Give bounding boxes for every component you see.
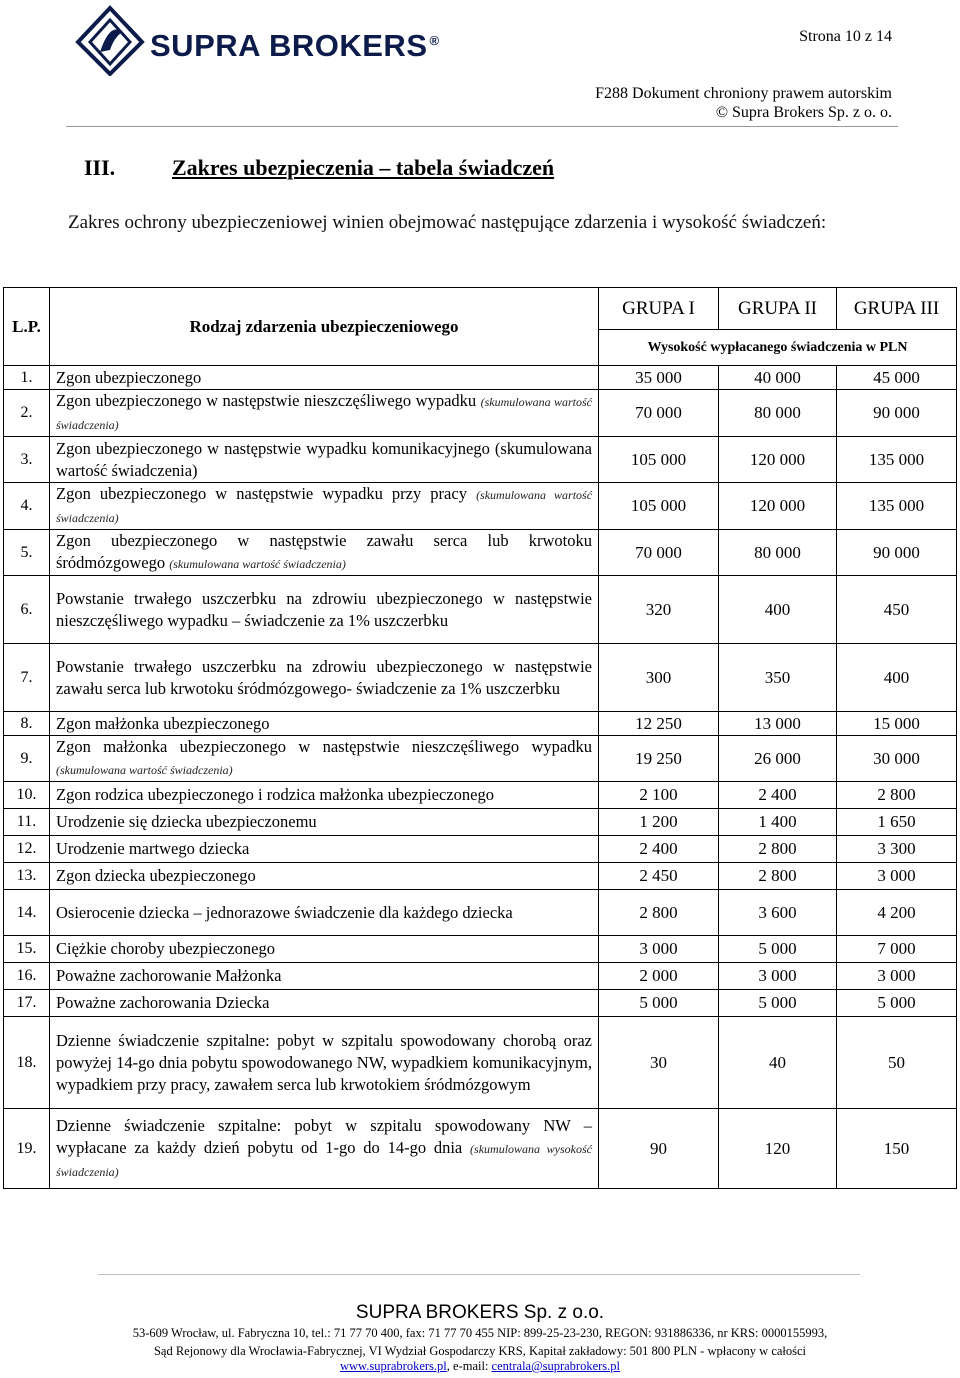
row-number: 7. <box>4 644 50 712</box>
event-description <box>50 963 599 990</box>
table-row <box>4 366 957 390</box>
footer-address-line: 53-609 Wrocław, ul. Fabryczna 10, tel.: 71 77 70 400, fax: 71 77 70 455 NIP: 899-25-23-230, REGON: 931886336, nr KRS: 0000155993, <box>132 1326 828 1340</box>
group-1-amount: 2 400 <box>599 836 719 863</box>
footer-divider <box>98 1274 860 1275</box>
row-number: 12. <box>4 836 50 863</box>
table-row <box>4 390 957 437</box>
table-row <box>4 712 957 736</box>
event-text: Zgon ubezpieczonego w następstwie wypadku przy pracy <box>56 484 467 503</box>
group-2-amount: 5 000 <box>719 936 837 963</box>
event-text: Dzienne świadczenie szpitalne: pobyt w szpitalu spowodowany chorobą oraz powyżej 14-go dnia pobytu spowodowanego NW, wypadkiem komunikacyjnym, wypadkiem przy pracy, zawałem serca lub krwotokiem śródmózgowym <box>56 1030 592 1094</box>
group-1-amount: 35 000 <box>599 366 719 390</box>
group-2-amount: 26 000 <box>719 736 837 782</box>
group-1-amount: 2 100 <box>599 782 719 809</box>
table-row <box>4 1109 957 1189</box>
row-number: 5. <box>4 530 50 576</box>
table-row <box>4 809 957 836</box>
section-title: Zakres ubezpieczenia – tabela świadczeń <box>172 155 555 180</box>
group-1-amount: 105 000 <box>599 483 719 530</box>
event-note: (skumulowana wysokość świadczenia) <box>56 1141 592 1179</box>
group-3-amount: 15 000 <box>837 712 957 736</box>
group-1-amount: 105 000 <box>599 437 719 483</box>
group-1-amount: 90 <box>599 1109 719 1189</box>
group-1-amount: 320 <box>599 576 719 644</box>
group-2-amount: 2 800 <box>719 836 837 863</box>
header-divider <box>66 126 898 127</box>
event-text: Zgon ubezpieczonego w następstwie nieszczęśliwego wypadku <box>56 391 477 410</box>
group-3-amount: 150 <box>837 1109 957 1189</box>
group-1-amount: 1 200 <box>599 809 719 836</box>
group-2-amount: 13 000 <box>719 712 837 736</box>
event-description <box>50 576 599 644</box>
event-note: (skumulowana wartość świadczenia) <box>56 763 233 777</box>
group-2-amount: 120 000 <box>719 483 837 530</box>
event-description <box>50 712 599 736</box>
event-description <box>50 437 599 483</box>
table-row <box>4 963 957 990</box>
row-number: 13. <box>4 863 50 890</box>
benefits-table <box>3 287 957 1189</box>
group-3-amount: 2 800 <box>837 782 957 809</box>
email-link[interactable]: centrala@suprabrokers.pl <box>491 1359 621 1373</box>
event-text: Ciężkie choroby ubezpieczonego <box>56 939 275 958</box>
footer-company: SUPRA BROKERS Sp. z o.o. <box>355 1302 605 1323</box>
row-number: 17. <box>4 990 50 1017</box>
group-2-amount: 1 400 <box>719 809 837 836</box>
group-3-amount: 50 <box>837 1017 957 1109</box>
header-lp: L.P. <box>4 288 50 366</box>
group-3-amount: 3 000 <box>837 863 957 890</box>
row-number: 15. <box>4 936 50 963</box>
group-2-amount: 80 000 <box>719 530 837 576</box>
document-id: F288 Dokument chroniony prawem autorskim <box>595 85 892 102</box>
group-3-amount: 135 000 <box>837 437 957 483</box>
group-1-amount: 70 000 <box>599 530 719 576</box>
event-note: (skumulowana wartość świadczenia) <box>56 395 593 432</box>
table-row <box>4 1017 957 1109</box>
table-row <box>4 530 957 576</box>
group-1-amount: 2 450 <box>599 863 719 890</box>
event-description <box>50 530 599 576</box>
event-text: Zgon ubezpieczonego w następstwie wypadku komunikacyjnego (skumulowana wartość świadczenia) <box>56 438 592 480</box>
group-3-amount: 4 200 <box>837 890 957 936</box>
row-number: 16. <box>4 963 50 990</box>
company-logo <box>70 2 450 80</box>
event-text: Urodzenie się dziecka ubezpieczonemu <box>56 812 317 831</box>
group-1-amount: 2 800 <box>599 890 719 936</box>
event-description <box>50 890 599 936</box>
event-text: Osierocenie dziecka – jednorazowe świadczenie dla każdego dziecka <box>56 902 513 922</box>
header-group-3: GRUPA III <box>837 288 957 330</box>
group-3-amount: 3 300 <box>837 836 957 863</box>
event-description <box>50 483 599 530</box>
row-number: 4. <box>4 483 50 530</box>
group-3-amount: 45 000 <box>837 366 957 390</box>
table-row <box>4 576 957 644</box>
group-2-amount: 120 000 <box>719 437 837 483</box>
table-row <box>4 990 957 1017</box>
brand-name: SUPRA BROKERS ® <box>150 28 440 63</box>
table-row <box>4 736 957 782</box>
table-row <box>4 782 957 809</box>
group-1-amount: 5 000 <box>599 990 719 1017</box>
row-number: 3. <box>4 437 50 483</box>
event-text: Powstanie trwałego uszczerbku na zdrowiu ubezpieczonego w następstwie zawału serca lub krwotoku śródmózgowego- świadczenie za 1% uszczerbku <box>56 656 592 698</box>
event-description <box>50 936 599 963</box>
group-2-amount: 350 <box>719 644 837 712</box>
supra-brokers-logo-mark <box>70 2 160 76</box>
group-1-amount: 70 000 <box>599 390 719 437</box>
intro-paragraph: Zakres ochrony ubezpieczeniowej winien obejmować następujące zdarzenia i wysokość świadczeń: <box>68 212 827 233</box>
group-1-amount: 30 <box>599 1017 719 1109</box>
event-text: Zgon małżonka ubezpieczonego w następstwie nieszczęśliwego wypadku <box>56 737 592 756</box>
group-2-amount: 3 000 <box>719 963 837 990</box>
table-row <box>4 483 957 530</box>
event-text: Urodzenie martwego dziecka <box>56 839 250 858</box>
event-text: Zgon dziecka ubezpieczonego <box>56 866 256 885</box>
row-number: 1. <box>4 366 50 390</box>
group-2-amount: 2 400 <box>719 782 837 809</box>
event-description <box>50 809 599 836</box>
event-text: Powstanie trwałego uszczerbku na zdrowiu ubezpieczonego w następstwie nieszczęśliwego wypadku – świadczenie za 1% uszczerbku <box>56 588 592 630</box>
event-description <box>50 990 599 1017</box>
copyright-notice <box>560 84 892 122</box>
page-number: Strona 10 z 14 <box>799 28 892 45</box>
header-amount: Wysokość wypłacanego świadczenia w PLN <box>599 330 957 366</box>
table-row <box>4 644 957 712</box>
row-number: 6. <box>4 576 50 644</box>
group-2-amount: 2 800 <box>719 863 837 890</box>
footer-address <box>0 1324 960 1360</box>
group-1-amount: 3 000 <box>599 936 719 963</box>
event-text: Dzienne świadczenie szpitalne: pobyt w szpitalu spowodowany NW – wypłacane za każdy dzień pobytu od 1-go do 14-go dnia <box>56 1115 592 1157</box>
event-description <box>50 836 599 863</box>
row-number: 9. <box>4 736 50 782</box>
event-description <box>50 863 599 890</box>
table-header-row <box>4 288 957 330</box>
header-event: Rodzaj zdarzenia ubezpieczeniowego <box>50 288 599 366</box>
footer-court-line: Sąd Rejonowy dla Wrocławia-Fabrycznej, VI Wydział Gospodarczy KRS, Kapitał zakładowy: 501 800 PLN - wpłacony w całości <box>153 1344 807 1358</box>
group-2-amount: 40 000 <box>719 366 837 390</box>
event-description <box>50 782 599 809</box>
event-description <box>50 1017 599 1109</box>
event-text: Zgon ubezpieczonego w następstwie zawału serca lub krwotoku śródmózgowego <box>56 531 592 572</box>
row-number: 14. <box>4 890 50 936</box>
group-1-amount: 19 250 <box>599 736 719 782</box>
event-note: (skumulowana wartość świadczenia) <box>169 557 346 571</box>
table-row <box>4 863 957 890</box>
row-number: 2. <box>4 390 50 437</box>
copyright-line: © Supra Brokers Sp. z o. o. <box>715 104 892 121</box>
group-3-amount: 1 650 <box>837 809 957 836</box>
section-number: III. <box>84 155 116 180</box>
group-1-amount: 300 <box>599 644 719 712</box>
event-text: Zgon rodzica ubezpieczonego i rodzica małżonka ubezpieczonego <box>56 785 494 804</box>
event-description <box>50 736 599 782</box>
event-description <box>50 390 599 437</box>
group-2-amount: 3 600 <box>719 890 837 936</box>
event-description <box>50 366 599 390</box>
group-2-amount: 400 <box>719 576 837 644</box>
group-3-amount: 30 000 <box>837 736 957 782</box>
group-2-amount: 40 <box>719 1017 837 1109</box>
event-description <box>50 644 599 712</box>
event-description <box>50 1109 599 1189</box>
event-text: Zgon ubezpieczonego <box>56 367 202 387</box>
group-3-amount: 5 000 <box>837 990 957 1017</box>
row-number: 8. <box>4 712 50 736</box>
event-text: Poważne zachorowanie Małżonka <box>56 966 282 985</box>
row-number: 11. <box>4 809 50 836</box>
group-3-amount: 90 000 <box>837 530 957 576</box>
table-row <box>4 437 957 483</box>
event-text: Zgon małżonka ubezpieczonego <box>56 713 270 733</box>
row-number: 10. <box>4 782 50 809</box>
group-2-amount: 5 000 <box>719 990 837 1017</box>
event-note: (skumulowana wartość świadczenia) <box>56 488 593 525</box>
email-label: , e-mail: <box>446 1359 492 1373</box>
website-link[interactable]: www.suprabrokers.pl <box>339 1359 447 1373</box>
table-row <box>4 836 957 863</box>
row-number: 19. <box>4 1109 50 1189</box>
table-row <box>4 936 957 963</box>
group-3-amount: 90 000 <box>837 390 957 437</box>
header-group-1: GRUPA I <box>599 288 719 330</box>
footer-links <box>0 1359 960 1374</box>
group-1-amount: 2 000 <box>599 963 719 990</box>
group-1-amount: 12 250 <box>599 712 719 736</box>
table-row <box>4 890 957 936</box>
group-3-amount: 400 <box>837 644 957 712</box>
group-2-amount: 120 <box>719 1109 837 1189</box>
group-3-amount: 450 <box>837 576 957 644</box>
group-3-amount: 3 000 <box>837 963 957 990</box>
event-text: Poważne zachorowania Dziecka <box>56 993 270 1012</box>
group-2-amount: 80 000 <box>719 390 837 437</box>
header-group-2: GRUPA II <box>719 288 837 330</box>
row-number: 18. <box>4 1017 50 1109</box>
group-3-amount: 7 000 <box>837 936 957 963</box>
group-3-amount: 135 000 <box>837 483 957 530</box>
